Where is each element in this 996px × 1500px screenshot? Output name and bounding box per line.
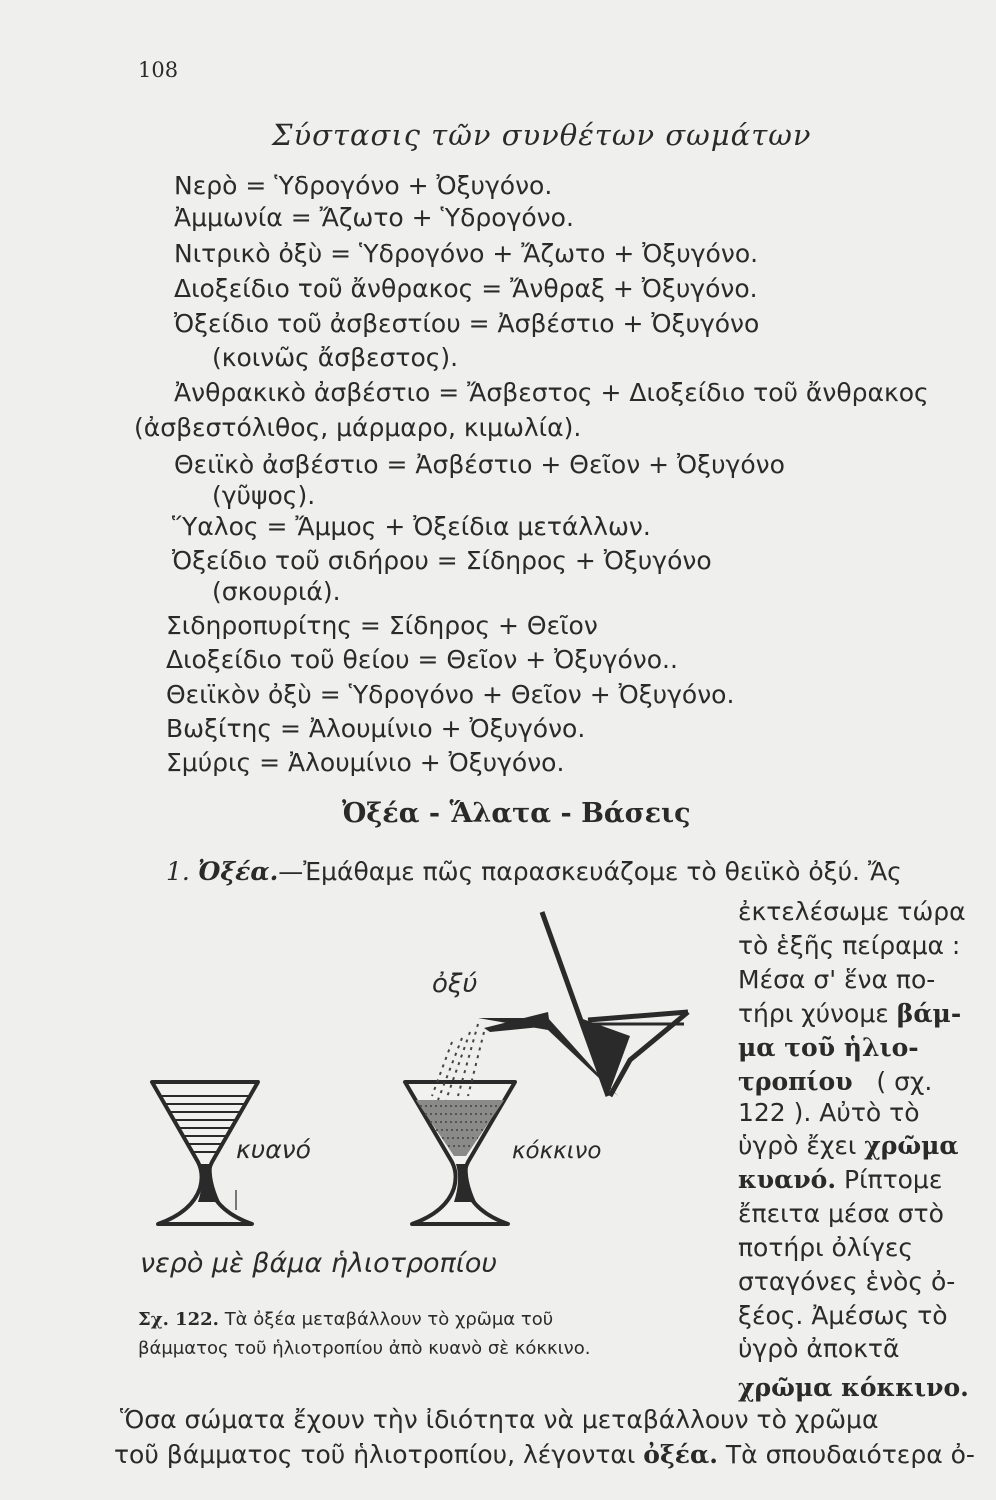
section-title-composition: Σύστασις τῶν συνθέτων σωμάτων — [272, 118, 812, 152]
column-line: ὑγρὸ ἀποκτᾶ — [738, 1334, 900, 1363]
composition-line: Ὀξείδιο τοῦ ἀσβεστίου = Ἀσβέστιο + Ὀξυγόνο — [174, 309, 760, 338]
composition-line: Θειϊκὸ ἀσβέστιο = Ἀσβέστιο + Θεῖον + Ὀξυγόνο — [174, 450, 785, 479]
column-line: 122 ). Αὐτὸ τὸ — [738, 1098, 920, 1127]
paragraph-line — [114, 1440, 975, 1470]
composition-line: Ἀνθρακικὸ ἀσβέστιο = Ἄσβεστος + Διοξείδιο τοῦ ἄνθρακος — [174, 378, 929, 407]
label-red: κόκκινο — [512, 1138, 602, 1164]
column-line: σταγόνες ἑνὸς ὀ- — [738, 1267, 956, 1296]
middle-glass — [405, 1082, 515, 1224]
page-number: 108 — [138, 58, 179, 82]
composition-line: (ἀσβεστόλιθος, μάρμαρο, κιμωλία). — [134, 413, 582, 442]
composition-line: Ὀξείδιο τοῦ σιδήρου = Σίδηρος + Ὀξυγόνο — [172, 546, 712, 575]
paragraph-text: τοῦ βάμματος τοῦ ἡλιοτροπίου, λέγονται — [114, 1440, 636, 1469]
composition-line: (γῦψος). — [212, 481, 316, 510]
paragraph-line: Ὅσα σώματα ἔχουν τὴν ἰδιότητα νὰ μεταβάλλουν τὸ χρῶμα — [120, 1405, 879, 1434]
column-line: μα τοῦ ἡλιο- — [738, 1033, 919, 1062]
composition-line: Σμύρις = Ἀλουμίνιο + Ὀξυγόνο. — [166, 748, 565, 777]
composition-line: Διοξείδιο τοῦ θείου = Θεῖον + Ὀξυγόνο.. — [166, 645, 678, 674]
composition-line: (σκουριά). — [212, 577, 341, 606]
column-bold-text: χρῶμα — [864, 1131, 959, 1160]
composition-line: Νερὸ = Ὑδρογόνο + Ὀξυγόνο. — [174, 171, 553, 200]
column-line: τὸ ἑξῆς πείραμα : — [738, 931, 961, 960]
column-line — [738, 1131, 959, 1161]
column-text: ( σχ. — [876, 1067, 933, 1096]
composition-line: Ἀμμωνία = Ἄζωτο + Ὑδρογόνο. — [174, 203, 574, 232]
paragraph-bold-text: ὀξέα. — [643, 1440, 718, 1469]
column-text: Ρίπτομε — [844, 1165, 943, 1194]
composition-line: Βωξίτης = Ἀλουμίνιο + Ὀξυγόνο. — [166, 714, 586, 743]
column-line — [738, 999, 961, 1029]
column-text: τήρι χύνομε — [738, 999, 889, 1028]
figure-caption-line: βάμματος τοῦ ἡλιοτροπίου ἀπὸ κυανὸ σὲ κόκκινο. — [138, 1338, 591, 1359]
item-title: Ὀξέα. — [197, 857, 279, 886]
column-line: ποτήρι ὀλίγες — [738, 1233, 914, 1262]
label-water-litmus: νερὸ μὲ βάμα ἡλιοτροπίου — [140, 1248, 498, 1279]
caption-text: Τὰ ὀξέα μεταβάλλουν τὸ χρῶμα τοῦ — [224, 1309, 554, 1330]
caption-label: Σχ. 122. — [138, 1309, 219, 1330]
column-bold-text: βάμ- — [896, 999, 962, 1028]
paragraph-text: Τὰ σπουδαιότερα ὀ- — [725, 1440, 975, 1469]
column-text: ὑγρὸ ἔχει — [738, 1131, 857, 1160]
column-line: ἔπειτα μέσα στὸ — [738, 1199, 944, 1228]
figure-122-illustration — [140, 900, 740, 1290]
column-line: ξέος. Ἀμέσως τὸ — [738, 1301, 948, 1330]
column-line: ἐκτελέσωμε τώρα — [738, 897, 966, 926]
label-acid: ὀξύ — [432, 969, 478, 999]
column-line: χρῶμα κόκκινο. — [738, 1373, 969, 1402]
label-blue: κυανό — [236, 1135, 311, 1164]
composition-line: Θειϊκὸν ὀξὺ = Ὑδρογόνο + Θεῖον + Ὀξυγόνο. — [166, 680, 735, 709]
composition-line: Διοξείδιο τοῦ ἄνθρακος = Ἄνθραξ + Ὀξυγόνο. — [174, 274, 758, 303]
composition-line: Σιδηροπυρίτης = Σίδηρος + Θεῖον — [166, 611, 598, 640]
item-number: 1. — [166, 857, 190, 886]
composition-line: Νιτρικὸ ὀξὺ = Ὑδρογόνο + Ἄζωτο + Ὀξυγόνο. — [174, 239, 759, 268]
composition-line: Ὕαλος = Ἄμμος + Ὀξείδια μετάλλων. — [172, 512, 651, 541]
acids-first-line-text: —Ἐμάθαμε πῶς παρασκευάζομε τὸ θειϊκὸ ὀξύ. Ἄς — [278, 857, 902, 886]
section-title-acids-salts-bases: Ὀξέα - Ἅλατα - Βάσεις — [342, 798, 691, 829]
column-bold-text: τροπίου — [738, 1067, 853, 1096]
acids-first-line — [166, 857, 902, 887]
column-line — [738, 1165, 942, 1195]
pouring-glass — [478, 912, 688, 1096]
composition-line: (κοινῶς ἄσβεστος). — [212, 343, 459, 372]
column-line: Μέσα σ' ἕνα πο- — [738, 965, 936, 994]
column-bold-text: κυανό. — [738, 1165, 837, 1194]
figure-caption-line — [138, 1308, 553, 1332]
column-line — [738, 1067, 932, 1097]
